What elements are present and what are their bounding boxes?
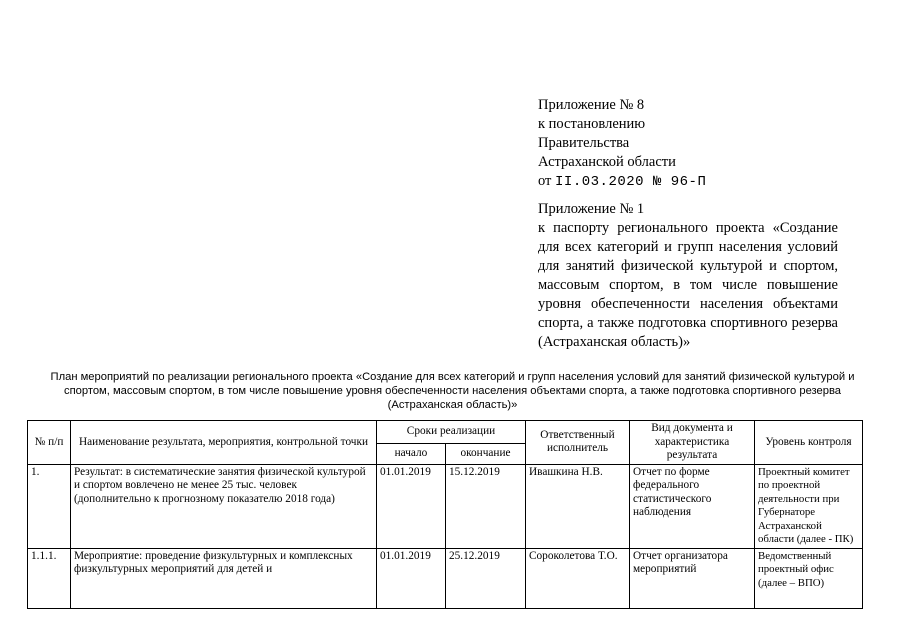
appendix-8-line-government: Правительства	[538, 135, 630, 151]
row-end: 25.12.2019	[446, 548, 526, 608]
appendix-8-block	[538, 96, 838, 192]
header-doc: Вид документа и характеристика результата	[630, 421, 755, 465]
appendix-1-title: Приложение № 1	[538, 201, 645, 217]
row-start: 01.01.2019	[377, 548, 446, 608]
table-row	[28, 464, 863, 548]
header-name: Наименование результата, мероприятия, контрольной точки	[71, 421, 377, 465]
header-row	[28, 421, 863, 444]
row-num: 1.	[28, 464, 71, 548]
row-num: 1.1.1.	[28, 548, 71, 608]
appendix-8-line-decree: к постановлению	[538, 116, 646, 132]
table-row	[28, 548, 863, 608]
appendix-8-title: Приложение № 8	[538, 97, 645, 113]
row-start: 01.01.2019	[377, 464, 446, 548]
row-end: 15.12.2019	[446, 464, 526, 548]
header-control: Уровень контроля	[755, 421, 863, 465]
appendix-1-body: к паспорту регионального проекта «Создание для всех категорий и групп населения условий для занятий физической культурой и спортом, массовым спортом, в том числе повышение уровня обеспеченности населения объектами спорта, а также подготовка спортивного резерва (Астраханская область)»	[538, 220, 838, 350]
row-control: Проектный комитет по проектной деятельности при Губернаторе Астраханской области (далее - ПК)	[755, 464, 863, 548]
header-end: окончание	[446, 444, 526, 465]
row-control: Ведомственный проектный офис (далее – ВПО)	[755, 548, 863, 608]
header-num: № п/п	[28, 421, 71, 465]
header-responsible: Ответственный исполнитель	[526, 421, 630, 465]
plan-title: План мероприятий по реализации регионального проекта «Создание для всех категорий и групп населения условий для занятий физической культурой и спортом, массовым спортом, в том числе повышение уровня обеспеченности населения объектами спорта, а также подготовка спортивного резерва (Астраханская область)»	[50, 371, 855, 411]
header-period: Сроки реализации	[377, 421, 526, 444]
appendix-8-date	[538, 172, 838, 192]
row-name: Результат: в систематические занятия физической культурой и спортом вовлечено не менее 25 тыс. человек (дополнительно к прогнозному показателю 2018 года)	[71, 464, 377, 548]
row-responsible: Ивашкина Н.В.	[526, 464, 630, 548]
header-start: начало	[377, 444, 446, 465]
appendix-1-block	[538, 200, 838, 352]
row-doc: Отчет организатора мероприятий	[630, 548, 755, 608]
plan-table	[27, 420, 863, 609]
row-name: Мероприятие: проведение физкультурных и комплексных физкультурных мероприятий для детей и	[71, 548, 377, 608]
date-prefix: от	[538, 173, 556, 189]
row-responsible: Сороколетова Т.О.	[526, 548, 630, 608]
date-value: II.03.2020 № 96-П	[555, 174, 707, 190]
appendix-8-line-region: Астраханской области	[538, 154, 676, 170]
row-doc: Отчет по форме федерального статистического наблюдения	[630, 464, 755, 548]
